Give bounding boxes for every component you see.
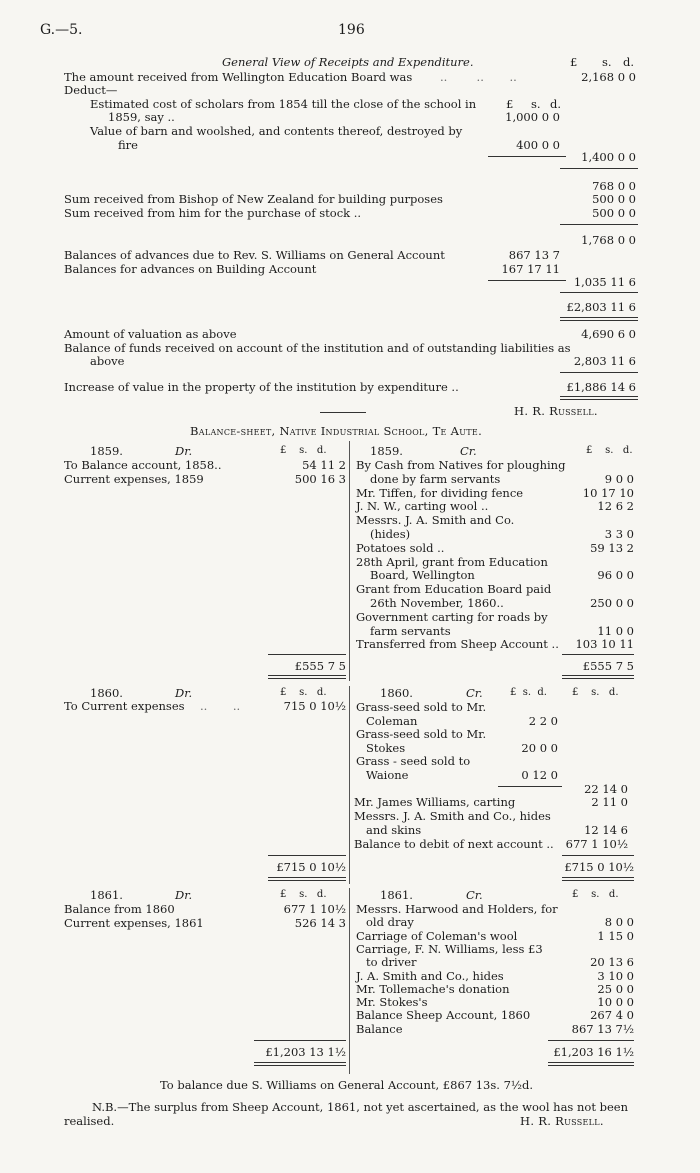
column-divider [349, 888, 350, 1074]
cr1859-item-text: Government carting for roads by [356, 609, 548, 624]
subcol-pound: £ [506, 97, 514, 111]
double-rule [562, 877, 634, 881]
cr1859-item-value: 11 0 0 [597, 623, 634, 638]
cr1861-item-text: old dray [366, 915, 414, 930]
double-rule [268, 877, 346, 881]
gv-advances-building-value: 167 17 11 [501, 262, 560, 276]
gv-bishop-building-value: 500 0 0 [592, 192, 636, 206]
col-headers: £ s. d. [586, 445, 633, 456]
gv-total1: 1,768 0 0 [581, 233, 636, 247]
cr1861-item-text: Carriage, F. N. Williams, less £3 [356, 941, 543, 956]
gv-valuation: Amount of valuation as above [64, 327, 237, 341]
dr1861-item-value: 677 1 10½ [283, 902, 346, 916]
cr1859-item-value: 3 3 0 [604, 527, 634, 541]
signature: H. R. Russell. [514, 404, 598, 418]
cr1861-item-text: Messrs. Harwood and Holders, for [356, 902, 558, 916]
gv-increase-value: £1,886 14 6 [566, 380, 636, 394]
sub1860-item-value: 20 0 0 [521, 740, 558, 755]
cr1859-item-text: J. N. W., carting wool .. [356, 499, 489, 514]
cr1861-item-value: 3 10 0 [597, 968, 634, 983]
gv-barn-value: 400 0 0 [516, 138, 560, 152]
double-rule [548, 1062, 634, 1066]
col-headers: £ s. d. [280, 889, 327, 900]
dr1859-item-value: 54 11 2 [302, 458, 346, 472]
rule [562, 654, 634, 655]
double-rule [268, 675, 346, 679]
cr1859-item-text: 28th April, grant from Education [356, 554, 548, 569]
rule [254, 1040, 346, 1041]
double-rule [560, 396, 638, 400]
page-reference: G.—5. [40, 22, 83, 38]
cr1861-item-text: Carriage of Coleman's wool [356, 928, 518, 943]
col-headers: £ s. d. [280, 687, 327, 698]
dr-label: Dr. [175, 686, 193, 700]
cr-year-1860: 1860. [380, 686, 413, 700]
rule [562, 855, 634, 856]
total-cr-1861: £1,203 16 1½ [553, 1045, 634, 1059]
cr1861-item-text: Balance [356, 1021, 403, 1036]
cr1861-item-value: 8 0 0 [604, 915, 634, 930]
cr1861-item-text: Mr. Tollemache's donation [356, 981, 510, 996]
cr1860-item-text: and skins [366, 823, 422, 837]
gv-scholars-line1: Estimated cost of scholars from 1854 till the close of the school in [90, 97, 477, 111]
cr-year-1861: 1861. [380, 888, 413, 902]
cr-year-1859: 1859. [370, 444, 403, 458]
subcol-pence: d. [550, 97, 562, 111]
cr1861-item-text: to driver [366, 955, 417, 970]
cr1859-item-text: Grant from Education Board paid [356, 582, 552, 597]
dr-1860-value: 715 0 10½ [283, 699, 346, 713]
cr1859-item-value: 103 10 11 [575, 637, 634, 652]
balance-sheet-title: Balance-sheet, Native Industrial School, Te Aute. [190, 424, 483, 438]
gv-advances-building: Balances for advances on Building Account [64, 262, 317, 276]
cr1859-item-text: Messrs. J. A. Smith and Co. [356, 513, 515, 528]
gv-advances-general: Balances of advances due to Rev. S. Williams on General Account [64, 248, 445, 262]
cr1861-item-value: 10 0 0 [597, 995, 634, 1010]
cr1860-item-value: 677 1 10½ [565, 837, 628, 851]
col-headers: £ s. d. [572, 889, 619, 900]
gv-barn-line2: fire [118, 138, 138, 152]
rule [560, 224, 638, 225]
column-divider [349, 441, 350, 681]
cr1861-item-value: 20 13 6 [590, 955, 634, 970]
cr1861-item-text: J. A. Smith and Co., hides [356, 968, 504, 983]
cr1859-item-text: Board, Wellington [370, 568, 475, 583]
gv-deduct: Deduct— [64, 83, 118, 97]
cr1861-item-text: Balance Sheep Account, 1860 [356, 1008, 531, 1023]
sub1860-item-text: Waione [366, 768, 409, 782]
rule [268, 855, 346, 856]
leader-dots: .. .. .. [440, 70, 517, 84]
double-rule [562, 675, 634, 679]
cr1859-item-text: (hides) [370, 527, 411, 541]
cr1859-item-value: 10 17 10 [582, 485, 634, 500]
sub1860-item-text: Grass - seed sold to [356, 754, 471, 769]
dr1861-item-text: Balance from 1860 [64, 902, 175, 916]
gv-bishop-building: Sum received from Bishop of New Zealand for building purposes [64, 192, 443, 206]
dr-year-1859: 1859. [90, 444, 123, 458]
col-pence: d. [623, 55, 635, 69]
gv-grand-total: £2,803 11 6 [566, 300, 636, 314]
sub1860-item-value: 0 12 0 [521, 768, 558, 782]
column-divider [349, 686, 350, 884]
gv-scholars-value: 1,000 0 0 [505, 110, 560, 124]
cr1859-item-text: Potatoes sold .. [356, 540, 445, 555]
rule [560, 168, 638, 169]
sub1860-item-text: Grass-seed sold to Mr. [356, 700, 487, 714]
col-shilling: s. [602, 55, 612, 69]
col-headers: £ s. d. [280, 445, 327, 456]
cr1860-item-text: Balance to debit of next account .. [354, 837, 554, 851]
cr1860-item-value: 2 11 0 [591, 795, 628, 809]
gv-bishop-stock: Sum received from him for the purchase of stock .. [64, 206, 362, 220]
dr-label: Dr. [175, 888, 193, 902]
total-dr-1859: £555 7 5 [294, 659, 346, 673]
dr1859-item-text: Current expenses, 1859 [64, 472, 204, 486]
cr1861-item-value: 867 13 7½ [571, 1021, 634, 1036]
dr-year-1861: 1861. [90, 888, 123, 902]
col-headers: £ s. d. [572, 687, 619, 698]
sub1860-item-text: Stokes [366, 740, 406, 755]
subcol-shilling: s. [531, 97, 541, 111]
cr1861-item-value: 25 0 0 [597, 981, 634, 996]
gv-bishop-stock-value: 500 0 0 [592, 206, 636, 220]
cr1859-item-value: 96 0 0 [597, 568, 634, 583]
cr1859-item-text: Mr. Tiffen, for dividing fence [356, 485, 524, 500]
rule [560, 292, 638, 293]
rule [560, 372, 638, 373]
gv-net: 768 0 0 [592, 179, 636, 193]
cr1859-item-value: 12 6 2 [597, 499, 634, 514]
sub1860-item-text: Coleman [366, 713, 418, 728]
cr-label: Cr. [466, 686, 483, 700]
note-line1: N.B.—The surplus from Sheep Account, 1861, not yet ascertained, as the wool has not been [92, 1100, 628, 1114]
total-cr-1859: £555 7 5 [582, 659, 634, 673]
cr1861-item-text: Mr. Stokes's [356, 995, 428, 1010]
cr-label: Cr. [460, 444, 477, 458]
gv-advances-total: 1,035 11 6 [573, 275, 636, 289]
total-dr-1861: £1,203 13 1½ [265, 1045, 346, 1059]
gv-scholars-line2: 1859, say .. [108, 110, 175, 124]
gv-barn-line1: Value of barn and woolshed, and contents thereof, destroyed by [90, 124, 463, 138]
total-dr-1860: £715 0 10½ [276, 860, 346, 874]
cr1860-item-text: Mr. James Williams, carting [354, 795, 516, 809]
cr-label: Cr. [466, 888, 483, 902]
sub1860-item-value: 2 2 0 [528, 713, 558, 728]
cr1859-item-text: Transferred from Sheep Account .. [356, 637, 559, 652]
rule [548, 1040, 634, 1041]
double-rule [254, 1062, 346, 1066]
dr1861-item-text: Current expenses, 1861 [64, 915, 204, 930]
gv-valuation-value: 4,690 6 0 [581, 327, 636, 341]
signature-2: H. R. Russell. [520, 1114, 604, 1128]
sub1860-item-text: Grass-seed sold to Mr. [356, 727, 487, 742]
col-pound: £ [570, 55, 578, 69]
gv-balance-value: 2,803 11 6 [573, 354, 636, 368]
dr-year-1860: 1860. [90, 686, 123, 700]
page-number: 196 [338, 22, 365, 38]
gv-increase: Increase of value in the property of the institution by expenditure .. [64, 380, 459, 394]
cr1859-item-value: 59 13 2 [590, 540, 634, 555]
double-rule [560, 317, 638, 321]
leader-dots: .. .. [200, 699, 241, 713]
dr-1860-text: To Current expenses [64, 699, 185, 713]
cr1860-item-value: 12 14 6 [584, 823, 628, 837]
cr1861-item-value: 1 15 0 [597, 928, 634, 943]
gv-advances-general-value: 867 13 7 [508, 248, 560, 262]
cr1860-item-text: Messrs. J. A. Smith and Co., hides [354, 809, 551, 823]
gv-balance-line1: Balance of funds received on account of the institution and of outstanding liabilities as [64, 341, 571, 355]
gv-value-wellington: 2,168 0 0 [581, 70, 636, 84]
dr-label: Dr. [175, 444, 193, 458]
cr1859-item-value: 250 0 0 [590, 596, 634, 610]
cr1859-item-value: 9 0 0 [604, 471, 634, 486]
gv-balance-line2: above [90, 354, 125, 368]
separator-rule [320, 412, 366, 413]
dr1859-item-text: To Balance account, 1858.. [64, 458, 222, 472]
rule [268, 654, 346, 655]
cr1861-item-value: 267 4 0 [590, 1008, 634, 1023]
gv-deduct-total: 1,400 0 0 [581, 150, 636, 164]
general-view-title: General View of Receipts and Expenditure. [222, 55, 474, 69]
footer-balance-due: To balance due S. Williams on General Account, £867 13s. 7½d. [160, 1078, 534, 1092]
total-cr-1860: £715 0 10½ [564, 860, 634, 874]
sub-col-headers: £ s. d. [510, 687, 547, 698]
cr1859-item-text: By Cash from Natives for ploughing [356, 458, 566, 472]
cr1859-item-text: done by farm servants [370, 471, 501, 486]
note-line2: realised. [64, 1114, 115, 1128]
cr1859-item-text: 26th November, 1860.. [370, 596, 504, 610]
dr1861-item-value: 526 14 3 [294, 915, 346, 930]
sub-total-1860: 22 14 0 [584, 782, 628, 796]
gv-line-wellington: The amount received from Wellington Education Board was [64, 70, 413, 84]
dr1859-item-value: 500 16 3 [294, 472, 346, 486]
cr1859-item-text: farm servants [370, 623, 451, 638]
